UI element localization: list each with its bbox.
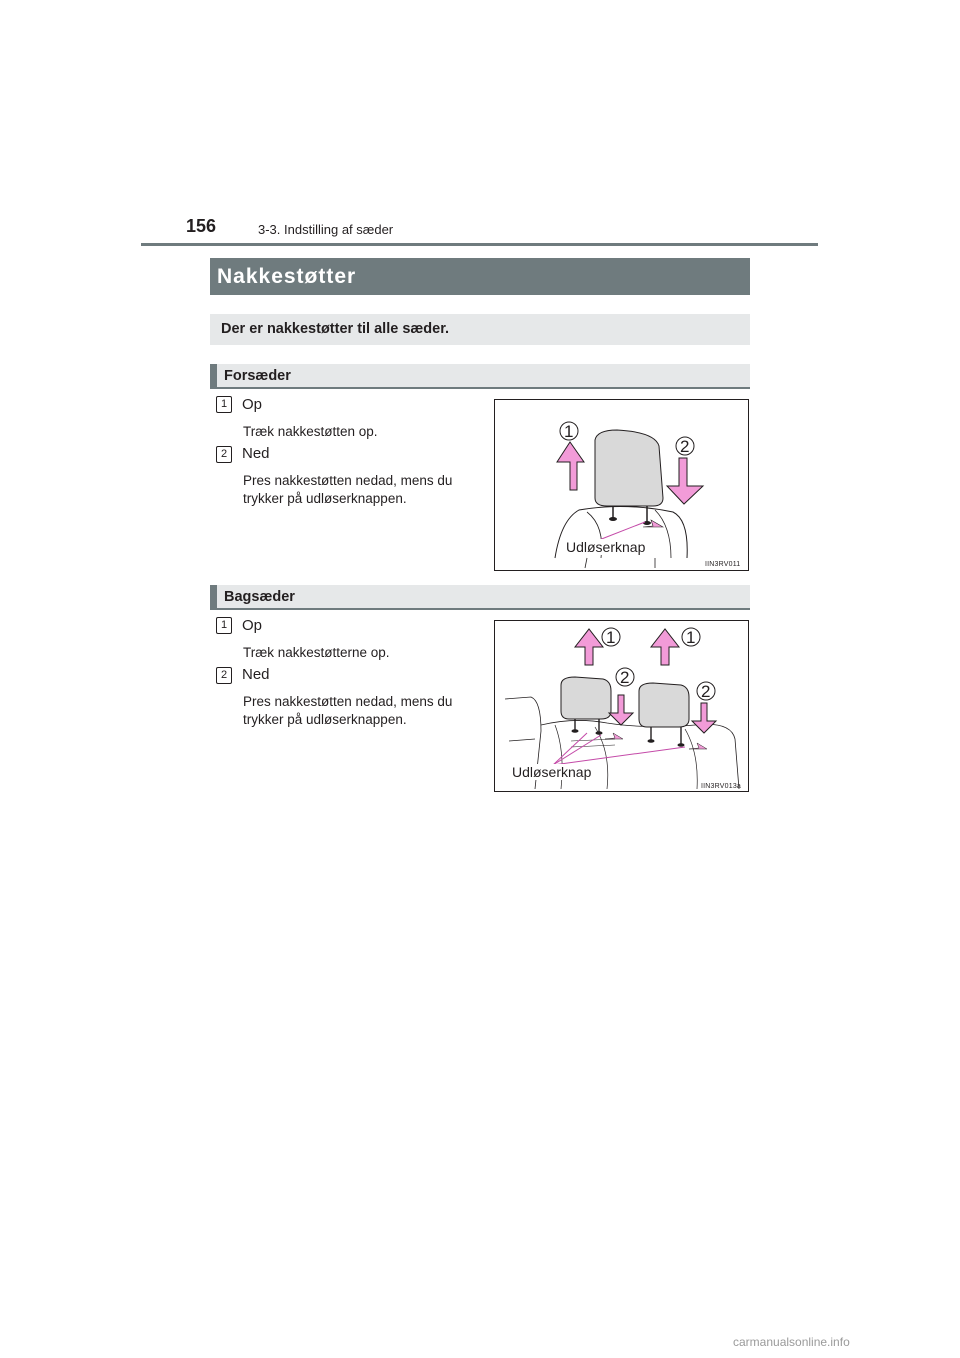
step-badge: 1 — [216, 396, 232, 413]
down-arrow — [692, 703, 716, 733]
step-title: Ned — [242, 445, 270, 462]
leader-line — [599, 522, 645, 540]
headrest-shape — [595, 430, 663, 506]
callout-number: 1 — [686, 628, 696, 647]
step-title: Op — [242, 617, 263, 634]
leader-line — [553, 733, 587, 765]
headrest-shape — [639, 683, 689, 727]
callout-number: 1 — [564, 422, 574, 441]
release-button-label: Udløserknap — [566, 539, 646, 555]
leader-line — [553, 735, 601, 765]
step-desc: Træk nakkestøtterne op. — [243, 645, 390, 660]
callout-number: 2 — [620, 668, 630, 687]
step-desc: Pres nakkestøtten nedad, mens du — [243, 473, 453, 488]
step-desc: Pres nakkestøtten nedad, mens du — [243, 694, 453, 709]
intro-box: Der er nakkestøtter til alle sæder. — [210, 314, 750, 345]
figure-code: IIN3RV013a — [701, 783, 742, 790]
down-arrow — [609, 695, 633, 725]
watermark[interactable]: carmanualsonline.info — [733, 1335, 850, 1349]
step-badge: 2 — [216, 446, 232, 463]
step-badge: 1 — [216, 617, 232, 634]
step-title: Ned — [242, 666, 270, 683]
subheading-rear-seats: Bagsæder — [210, 585, 750, 610]
subheading-front-seats: Forsæder — [210, 364, 750, 389]
figure-code: IIN3RV011 — [705, 561, 741, 568]
section-path: 3-3. Indstilling af sæder — [258, 222, 394, 237]
page-title: Nakkestøtter — [210, 258, 750, 295]
step-title: Op — [242, 396, 263, 413]
callout-number: 1 — [606, 628, 616, 647]
step-badge: 2 — [216, 667, 232, 684]
step-desc: Træk nakkestøtten op. — [243, 424, 378, 439]
header-rule — [141, 243, 818, 246]
seat-back-curve — [655, 510, 671, 558]
headrest-shape — [561, 677, 611, 719]
front-headrest-figure — [494, 399, 749, 571]
step-desc: trykker på udløserknappen. — [243, 712, 407, 727]
up-arrow — [557, 442, 584, 490]
leader-line — [553, 747, 685, 765]
step-desc: trykker på udløserknappen. — [243, 491, 407, 506]
callout-number: 2 — [680, 437, 690, 456]
up-arrow — [575, 629, 603, 665]
bench-outline — [509, 739, 535, 741]
up-arrow — [651, 629, 679, 665]
rear-headrest-figure — [494, 620, 749, 792]
callout-number: 2 — [701, 682, 711, 701]
release-button-label: Udløserknap — [512, 764, 592, 780]
down-arrow — [667, 458, 703, 504]
page-number: 156 — [186, 216, 217, 236]
